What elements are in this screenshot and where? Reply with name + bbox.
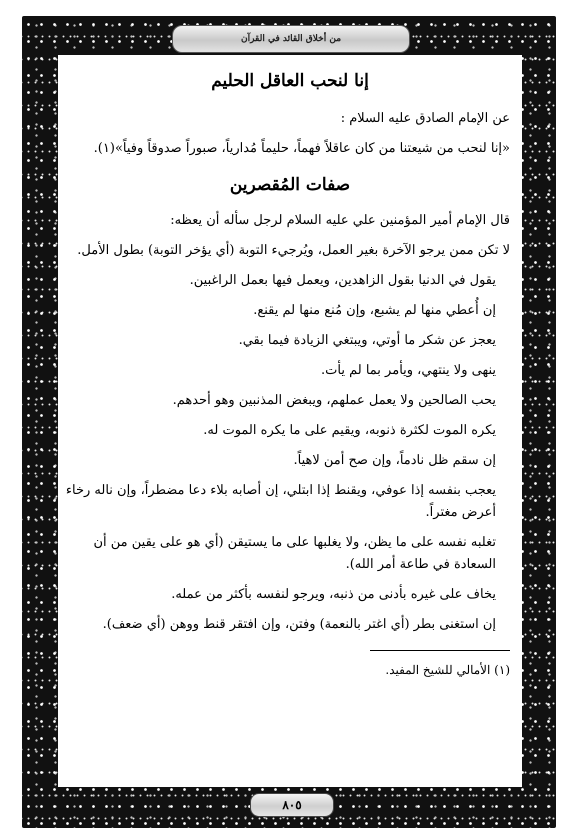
running-header-text: من أخلاق القائد في القرآن [240,34,342,44]
paragraph: يعجب بنفسه إذا عوفي، ويقنط إذا ابتلي، إن أصابه بلاء دعا مضطراً، وإن ناله رخاء أعرض مغتراً. [65,483,496,520]
paragraph: إن أُعطي منها لم يشبع، وإن مُنع منها لم يقنع. [253,303,496,318]
running-header [172,25,410,53]
paragraph: يكره الموت لكثرة ذنوبه، ويقيم على ما يكره الموت له. [203,423,496,438]
section-1-quote: «إنا لنحب من شيعتنا من كان عاقلاً فهماً، حليماً مُدارياً، صبوراً صدوقاً وفياً»(١). [93,141,510,156]
footnote: (١) الأمالي للشيخ المفيد. [385,663,510,677]
paragraph: يعجز عن شكر ما أوتي، ويبتغي الزيادة فيما بقي. [238,333,496,348]
section-title-1: إنا لنحب العاقل الحليم [211,71,369,91]
paragraph: يقول في الدنيا بقول الزاهدين، ويعمل فيها بعمل الراغبين. [189,273,496,288]
paragraph: لا تكن ممن يرجو الآخرة بغير العمل، ويُرجيء التوبة (أي يؤخر التوبة) بطول الأمل. [77,243,510,258]
section-2-intro: قال الإمام أمير المؤمنين علي عليه السلام لرجل سأله أن يعظه: [170,213,510,228]
paragraph: إن استغنى بطر (أي اغتر بالنعمة) وفتن، وإن افتقر قنط ووهن (أي ضعف). [102,617,496,632]
page-content [62,58,518,681]
paragraph: تغلبه نفسه على ما يظن، ولا يغلبها على ما يستيقن (أي هو على يقين من أن السعادة في طاعة أمر الله). [93,535,496,572]
footnote-divider [370,650,510,651]
section-1-intro: عن الإمام الصادق عليه السلام : [340,111,510,126]
paragraph: يخاف على غيره بأدنى من ذنبه، ويرجو لنفسه بأكثر من عمله. [171,587,496,602]
page-number: ٨٠٥ [282,798,302,812]
paragraph: يحب الصالحين ولا يعمل عملهم، ويبغض المذنبين وهو أحدهم. [172,393,496,408]
paragraph: إن سقم ظل نادماً، وإن صح أمن لاهياً. [293,453,496,468]
section-title-2: صفات المُقصرين [229,175,351,195]
page-number-plaque [250,793,334,817]
paragraph: ينهى ولا ينتهي، ويأمر بما لم يأت. [321,363,496,378]
